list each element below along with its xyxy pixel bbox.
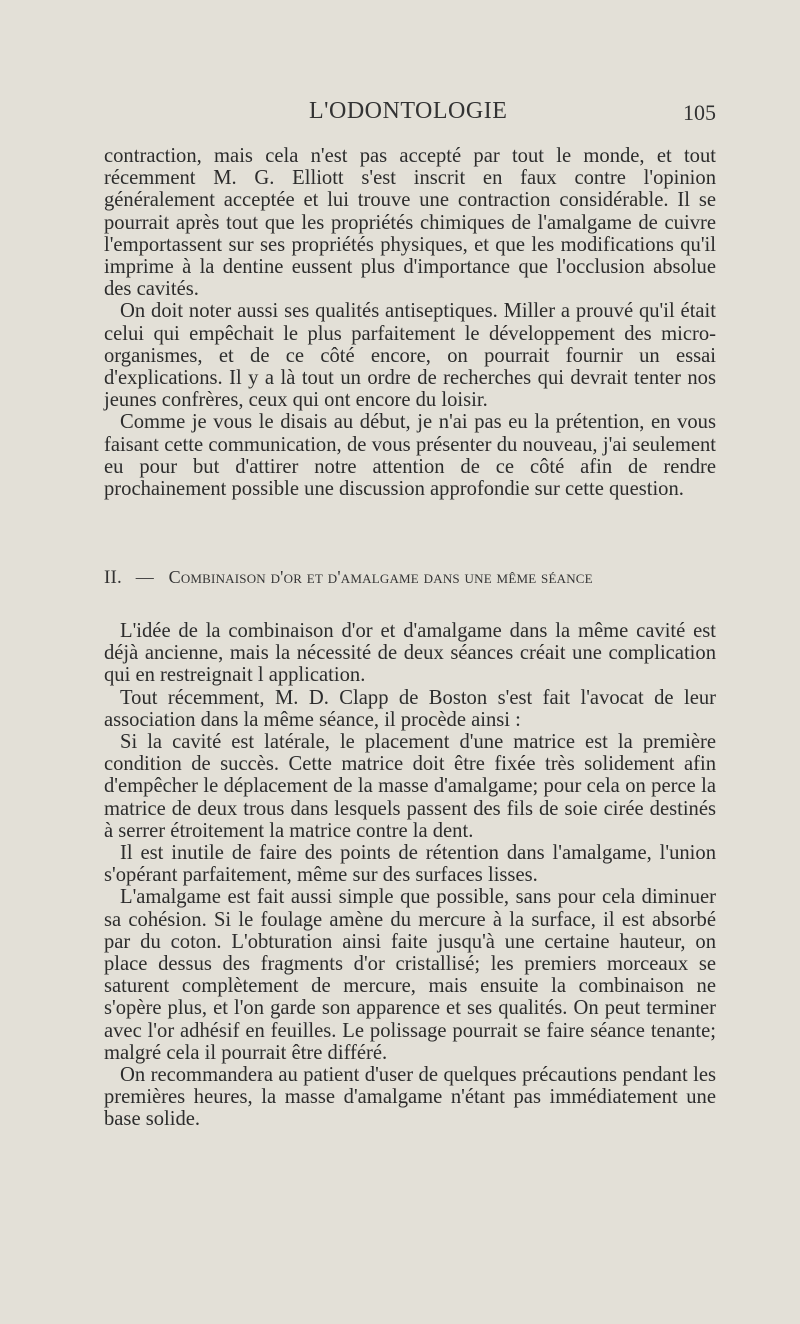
section-numeral: II. (104, 567, 123, 588)
section-2-heading (104, 567, 744, 589)
paragraph-8: L'amalgame est fait aussi simple que possible, sans pour cela diminuer sa cohésion. Si le foulage amène du mercure à la surface, il est absorbé par du coton. L'obturation ainsi faite jusqu'à une certaine hauteur, on place dessus des fragments d'or cristallisé; les premiers morceaux se saturent complètement de mercure, mais ensuite la combinaison ne s'opère plus, et l'on garde son apparence et ses qualités. On peut terminer avec l'or adhésif en feuilles. Le polissage pourrait se faire séance tenante; malgré cela il pourrait être différé. (104, 886, 716, 1064)
paragraph-7: Il est inutile de faire des points de rétention dans l'amalgame, l'union s'opérant parfaitement, même sur des surfaces lisses. (104, 842, 716, 887)
section-1-body (104, 145, 716, 500)
paragraph-2: On doit noter aussi ses qualités antiseptiques. Miller a prouvé qu'il était celui qui empêchait le plus parfaitement le développement des micro-organismes, et de ce côté encore, on pourrait fournir un essai d'explications. Il y a là tout un ordre de recherches qui devrait tenter nos jeunes confrères, ceux qui ont encore du loisir. (104, 300, 716, 412)
heading-dash: — (135, 567, 154, 587)
paragraph-4: L'idée de la combinaison d'or et d'amalgame dans la même cavité est déjà ancienne, mais la nécessité de deux séances créait une complication qui en restreignait l application. (104, 620, 716, 687)
section-title: Combinaison d'or et d'amalgame dans une même séance (168, 567, 593, 587)
paragraph-6: Si la cavité est latérale, le placement d'une matrice est la première condition de succès. Cette matrice doit être fixée très solidement afin d'empêcher le déplacement de la masse d'amalgame; pour cela on perce la matrice de deux trous dans lesquels passent des fils de soie cirée destinés à serrer étroitement la matrice contre la dent. (104, 731, 716, 842)
paragraph-9: On recommandera au patient d'user de quelques précautions pendant les premières heures, la masse d'amalgame n'étant pas immédiatement une base solide. (104, 1064, 716, 1131)
paragraph-5: Tout récemment, M. D. Clapp de Boston s'est fait l'avocat de leur association dans la même séance, il procède ainsi : (104, 686, 716, 731)
paragraph-1: contraction, mais cela n'est pas accepté par tout le monde, et tout récemment M. G. Elliott s'est inscrit en faux contre l'opinion généralement acceptée et lui trouve une contraction considérable. Il se pourrait après tout que les propriétés chimiques de l'amalgame de cuivre l'emportassent sur ses propriétés physiques, et que les modifications qu'il imprime à la dentine eussent plus d'importance que l'occlusion absolue des cavités. (104, 145, 716, 301)
paragraph-3: Comme je vous le disais au début, je n'ai pas eu la prétention, en vous faisant cette communication, de vous présenter du nouveau, j'ai seulement eu pour but d'attirer notre attention de ce côté afin de rendre prochainement possible une discussion approfondie sur cette question. (104, 411, 716, 501)
section-2-body (104, 620, 716, 1131)
running-title: L'ODONTOLOGIE (309, 98, 508, 124)
page-header (104, 98, 716, 128)
page-number: 105 (683, 100, 716, 125)
